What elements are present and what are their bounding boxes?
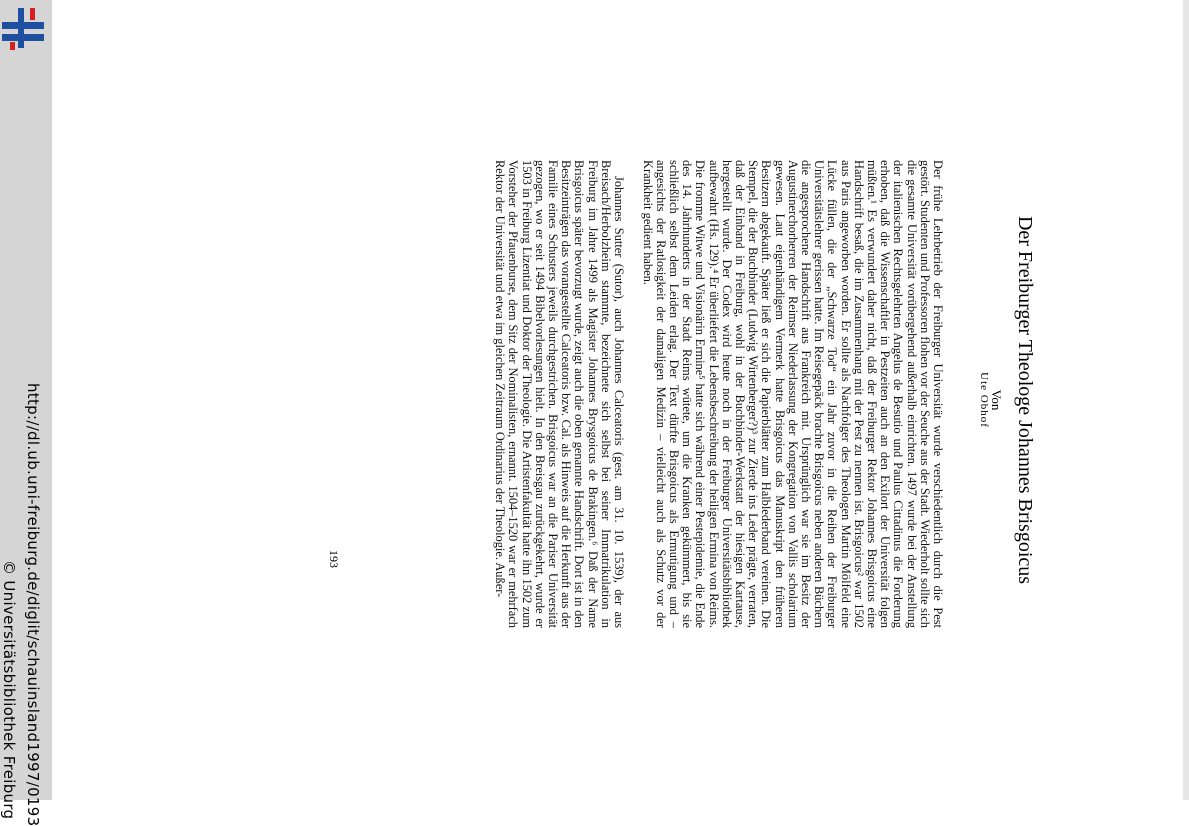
library-logo-icon	[2, 8, 44, 50]
body-paragraph-2: Johannes Sutter (Sutor), auch Johannes Calceatoris (gest. am 31. 10. 1539), der aus Breisach/Herbolzheim stammte, bezeichnete sich selbst bei seiner Immatrikulation in Freiburg im Jahre 1499 als Magister Johannes Brysgoicus de Brakingen.⁶ Daß der Name Brisgoicus später bevorzugt wurde, zeigt auch die oben genannte Handschrift. Dort ist in den Besitzeinträgen das vorangestellte Calceatoris bzw. Cal. als Hinweis auf die Herkunft aus der Familie eines Schusters jeweils durchgestrichen. Brisgoicus war an die Pariser Universität gezogen, wo er seit 1494 Bibelvorlesungen hielt. In den Breisgau zurückgekehrt, wurde er 1503 in Freiburg Lizentiat und Doktor der Theologie. Die Artistenfakultät hatte ihn 1502 zum Vorsteher der Pfauenburse, dem Sitz der Nominalisten, ernannt. 1504–1520 war er mehrfach Rektor der Universität und etwa im gleichen Zeitraum Ordinarius der Theologie. Außer-	[493, 160, 626, 628]
article-author: Ute Obhof	[978, 372, 990, 428]
body-paragraph-1: Der frühe Lehrbetrieb der Freiburger Universität wurde verschiedentlich durch die Pest gestört. Studenten und Professoren flohen vor der Seuche aus der Stadt. Wiederholt sollte sich die gesamte Universität vorübergehend außerhalb einrichten. 1497 wurde bei der Anstellung der italienischen Rechtsgelehrten Angelus de Besutio und Paulus Cittadinus die Forderung erhoben, daß die Wissenschaftler in Pestzeiten auch an den Exilort der Universität folgen müßten.¹ Es verwundert daher nicht, daß der Freiburger Rektor Johannes Brisgoicus eine Handschrift besaß, die im Zusammenhang mit der Pest zu nennen ist. Brisgoicus² war 1502 aus Paris angeworben worden. Er sollte als Nachfolger des Theologen Martin Mölfeld eine Lücke füllen, die der „Schwarze Tod“ ein Jahr zuvor in die Reihen der Freiburger Universitätslehrer gerissen hatte. Im Reisegepäck brachte Brisgoicus neben anderen Büchern die angesprochene Handschrift aus Frankreich mit. Ursprünglich war sie im Besitz der Augustinerchorherren der Reimser Niederlassung der Kongregation von Vallis scholarium gewesen. Laut eigenhändigem Vermerk hatte Brisgoicus das Manuskript den früheren Besitzern abgekauft. Später ließ er sich die Papierblätter zum Halblederband vereinen. Die Stempel, die der Buchbinder (Ludwig Wirtenberger?)³ zur Zierde ins Leder prägte, verraten, daß der Einband in Freiburg, wohl in der Buchbinder-Werkstatt der hiesigen Kartause, hergestellt wurde. Der Codex wird heute noch in der Freiburger Universitätsbibliothek aufbewahrt (Hs. 129).⁴ Er überliefert die Lebensbeschreibung der heiligen Ermina von Reims. Die fromme Witwe und Visionärin Ermine⁵ hatte sich während einer Pestepidemie, die Ende des 14. Jahrhunderts in der Stadt Reims wütete, um die Kranken gekümmert, bis sie schließlich selbst dem Leiden erlag. Der Text dürfte Brisgoicus als Ermutigung und – angesichts der Ratlosigkeit der damaligen Medizin – vielleicht auch als Schutz vor der Krankheit gedient haben.	[640, 160, 945, 628]
page-number: 193	[327, 550, 341, 568]
copyright-notice: © Universitätsbibliothek Freiburg	[0, 560, 18, 820]
viewer-sidebar	[0, 0, 52, 826]
scanned-page	[60, 0, 1180, 800]
article-title: Der Freiburger Theologe Johannes Brisgoicus	[1014, 215, 1036, 585]
scrollbar-track[interactable]	[1183, 0, 1189, 800]
source-url[interactable]: http://dl.ub.uni-freiburg.de/diglit/schauinsland1997/0193	[24, 383, 42, 826]
byline-von: Von	[989, 389, 1004, 411]
